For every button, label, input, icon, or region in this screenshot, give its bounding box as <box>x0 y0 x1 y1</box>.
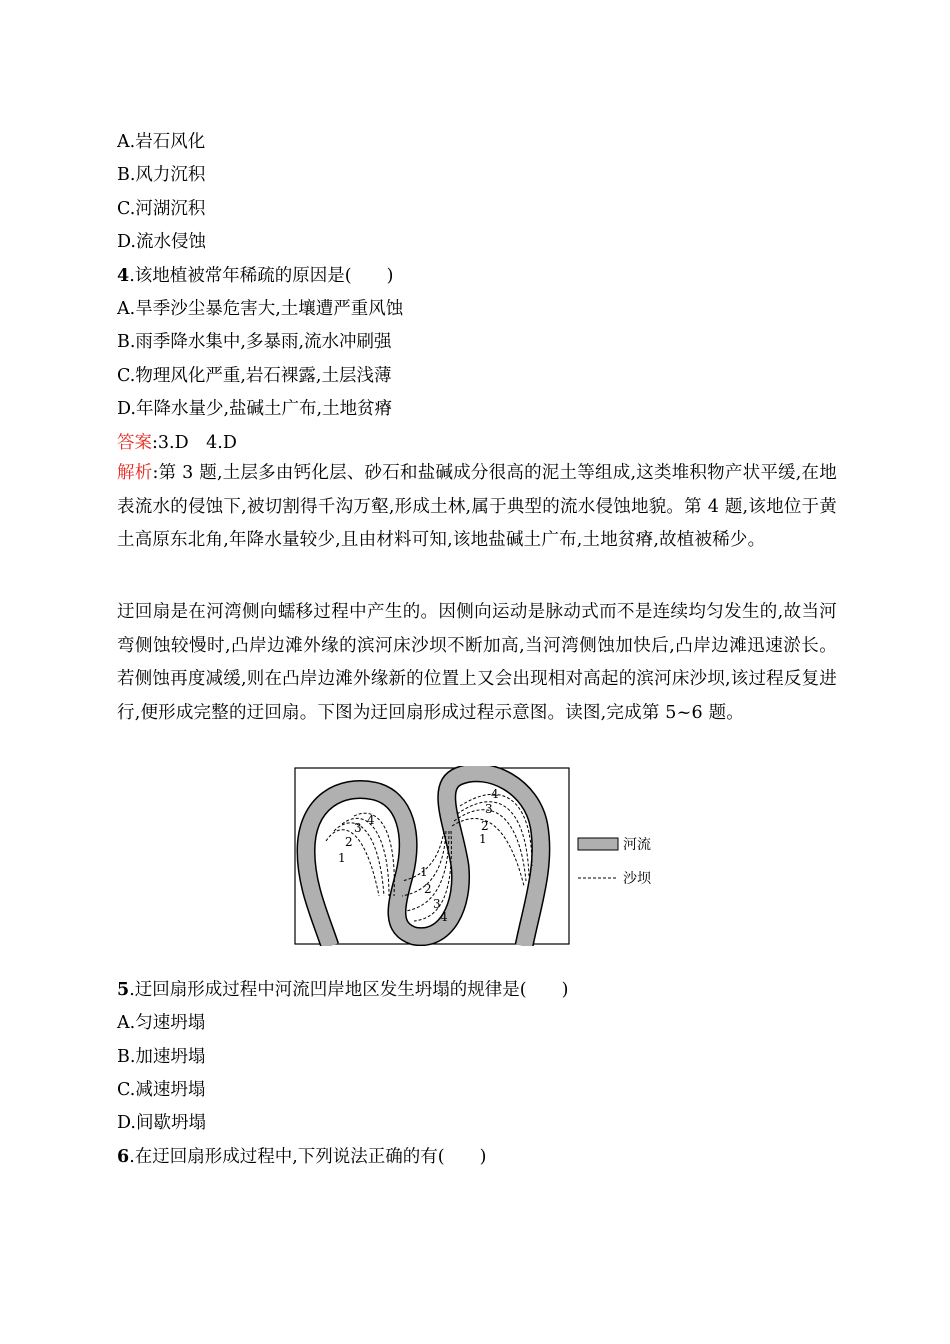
q3-option-d: D.流水侵蚀 <box>117 232 206 252</box>
q5-option-a: A.匀速坍塌 <box>117 1013 206 1033</box>
bar-number-right-3: 3 <box>485 802 493 816</box>
question-6-number: 6 <box>117 1147 130 1167</box>
question-5 <box>117 978 568 1002</box>
legend-sandbar-label: 沙坝 <box>623 871 651 887</box>
legend-river-swatch <box>578 838 618 850</box>
question-4-number: 4 <box>117 266 130 286</box>
q4-option-d: D.年降水量少,盐碱土广布,土地贫瘠 <box>117 399 393 419</box>
question-4 <box>117 264 393 288</box>
bar-number-right-2: 2 <box>481 819 489 833</box>
q4-option-a: A.旱季沙尘暴危害大,土壤遭严重风蚀 <box>117 299 404 319</box>
bar-number-left-2: 2 <box>345 835 353 849</box>
q4-option-c: C.物理风化严重,岩石裸露,土层浅薄 <box>117 366 392 386</box>
bar-number-left-3: 3 <box>354 821 362 835</box>
bar-number-right-1: 1 <box>479 832 487 846</box>
q3-option-a: A.岩石风化 <box>117 132 206 152</box>
analysis-label: 解析 <box>117 463 153 483</box>
q4-option-b: B.雨季降水集中,多暴雨,流水冲刷强 <box>117 332 392 352</box>
bar-number-left-4: 4 <box>367 813 375 827</box>
bar-number-mid-4: 4 <box>440 910 448 924</box>
q5-option-b: B.加速坍塌 <box>117 1047 206 1067</box>
question-4-stem: .该地植被常年稀疏的原因是( ) <box>129 266 394 286</box>
q3-option-b: B.风力沉积 <box>117 165 206 185</box>
meander-scroll-figure <box>294 766 666 946</box>
question-6 <box>117 1145 486 1169</box>
bar-number-mid-1: 1 <box>420 865 428 879</box>
passage-paragraph: 迂回扇是在河湾侧向蠕移过程中产生的。因侧向运动是脉动式而不是连续均匀发生的,故当河弯侧蚀较慢时,凸岸边滩外缘的滨河床沙坝不断加高,当河湾侧蚀加快后,凸岸边滩迅速淤长。若侧蚀再度减缓,则在凸岸边滩外缘新的位置上又会出现相对高起的滨河床沙坝,该过程反复进行,便形成完整的迂回扇。下图为迂回扇形成过程示意图。读图,完成第 5~6 题。 <box>117 602 837 723</box>
answer-text: :3.D 4.D <box>152 433 237 453</box>
legend-river-label: 河流 <box>623 837 651 853</box>
bar-number-left-1: 1 <box>338 851 346 865</box>
q5-option-c: C.减速坍塌 <box>117 1080 206 1100</box>
question-6-stem: .在迂回扇形成过程中,下列说法正确的有( ) <box>129 1147 487 1167</box>
analysis-text: :第 3 题,土层多由钙化层、砂石和盐碱成分很高的泥土等组成,这类堆积物产状平缓,在地表流水的侵蚀下,被切割得千沟万壑,形成土林,属于典型的流水侵蚀地貌。第 4 题,该地位于黄土高原东北角,年降水量较少,且由材料可知,该地盐碱土广布,土地贫瘠,故植被稀少。 <box>117 463 837 550</box>
question-5-number: 5 <box>117 980 130 1000</box>
bar-number-right-4: 4 <box>491 787 499 801</box>
answer-label: 答案 <box>117 433 152 453</box>
bar-number-mid-2: 2 <box>424 882 432 896</box>
analysis-paragraph <box>117 457 837 558</box>
q5-option-d: D.间歇坍塌 <box>117 1113 206 1133</box>
question-5-stem: .迂回扇形成过程中河流凹岸地区发生坍塌的规律是( ) <box>129 980 569 1000</box>
bar-number-mid-3: 3 <box>433 897 441 911</box>
q3-option-c: C.河湖沉积 <box>117 199 206 219</box>
answer-line <box>117 431 237 455</box>
